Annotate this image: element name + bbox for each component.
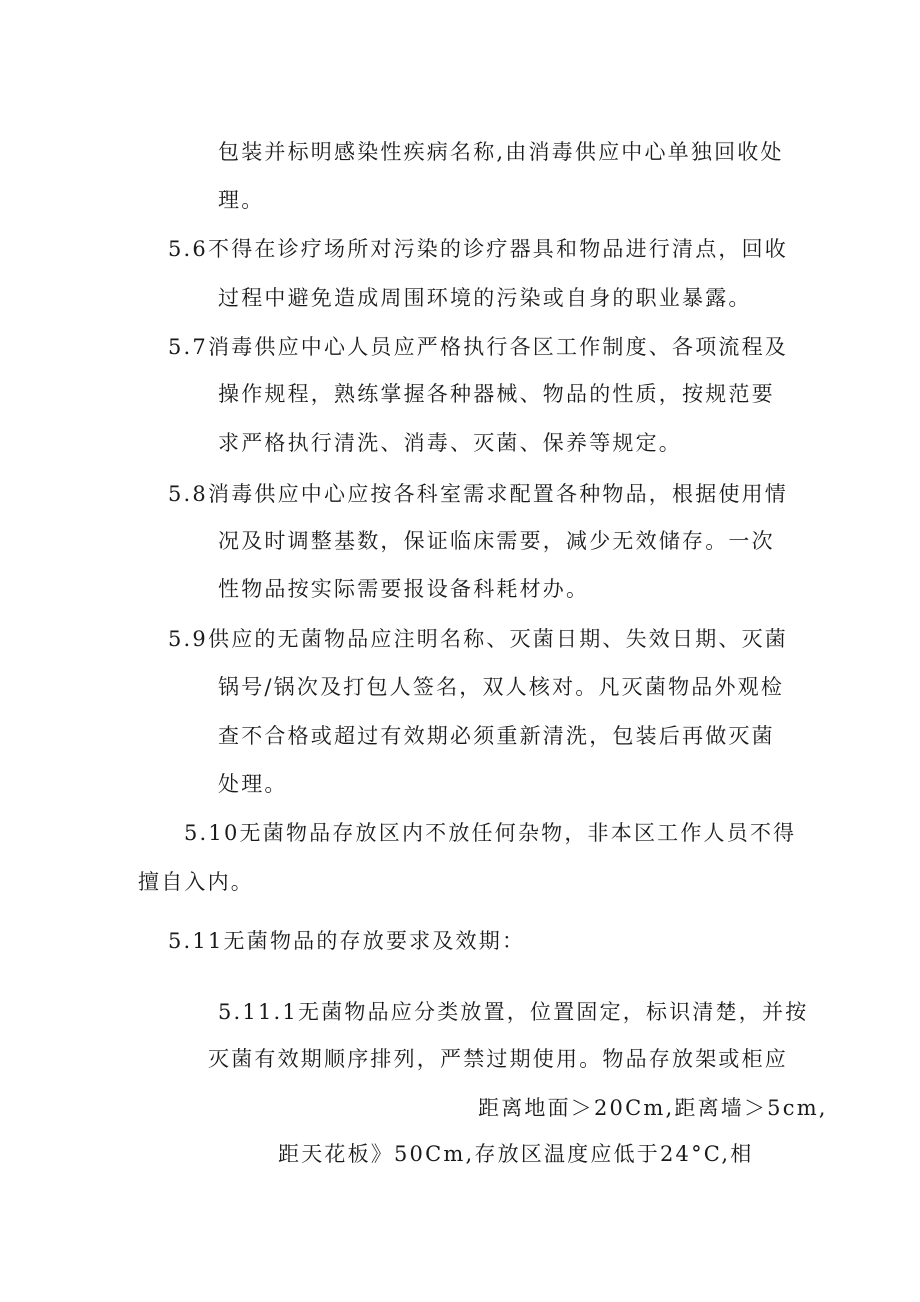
text-line: 处理。 (218, 772, 288, 796)
text-line: 包装并标明感染性疾病名称,由消毒供应中心单独回收处 (218, 140, 784, 164)
text-line: 5.10无菌物品存放区内不放任何杂物，非本区工作人员不得 (184, 821, 797, 845)
text-line: 况及时调整基数，保证临床需要，减少无效储存。一次 (218, 529, 775, 553)
text-line: 距离地面＞20Cm,距离墙＞5cm, (478, 1096, 828, 1120)
text-line: 锅号/锅次及打包人签名，双人核对。凡灭菌物品外观检 (218, 675, 785, 699)
text-line: 过程中避免造成周围环境的污染或自身的职业暴露。 (218, 286, 752, 310)
text-line: 5.6不得在诊疗场所对污染的诊疗器具和物品进行清点，回收 (168, 237, 788, 261)
text-line: 操作规程，熟练掌握各种器械、物品的性质，按规范要 (218, 382, 775, 406)
text-line: 求严格执行清洗、消毒、灭菌、保养等规定。 (218, 431, 682, 455)
text-line: 5.11.1无菌物品应分类放置，位置固定，标识清楚，并按 (218, 1000, 809, 1024)
text-line: 5.7消毒供应中心人员应严格执行各区工作制度、各项流程及 (168, 335, 788, 359)
text-line: 5.8消毒供应中心应按各科室需求配置各种物品，根据使用情 (168, 482, 788, 506)
text-line: 距天花板》50Cm,存放区温度应低于24°C,相 (278, 1142, 754, 1166)
text-line: 理。 (218, 188, 265, 212)
text-line: 5.9供应的无菌物品应注明名称、灭菌日期、失效日期、灭菌 (168, 627, 788, 651)
text-line: 5.11无菌物品的存放要求及效期： (168, 929, 526, 953)
text-line: 性物品按实际需要报设备科耗材办。 (218, 577, 590, 601)
text-line: 查不合格或超过有效期必须重新清洗，包装后再做灭菌 (218, 724, 775, 748)
text-line: 擅自入内。 (138, 870, 254, 894)
text-line: 灭菌有效期顺序排列，严禁过期使用。物品存放架或柜应 (208, 1047, 788, 1071)
